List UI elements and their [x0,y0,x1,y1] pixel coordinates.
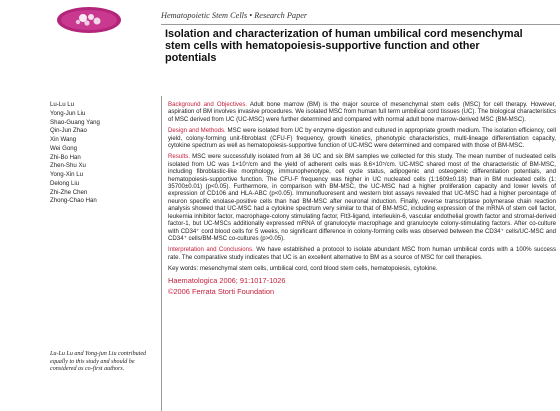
results-text: MSC were successfully isolated from all 36 UC and six BM samples we collected for this study. The mean number of nucleated cells isolated from UC was 1×10⁷/cm and the yield of adherent cells was 8.6×10⁵/cm. UC-MSC shared most of the characteristic of BM-MSC, including fibroblastic-like morphology, immunophenotype, cell cycle status, adipogenic and osteogenic differentiation potentials, and hematopoiesis-supportive function. The CFU-F frequency was higher in UC nucleated cells (1:1609±0.18) than in BM nucleated cells (1: 35700±0.01) (p<0.05). Furthermore, in comparison with BM-MSC, the UC-MSC had a higher proliferation capacity and lower levels of expression of CD106 and HLA-ABC (p<0.05). Immunofluoresent and western blot assays revealed that UC-MSC had a higher percentage of neuron specific enolase-positive cells than had BM-MSC after neuronal induction. Finally, reverse transcriptase polymerase chain reaction analysis showed that UC-MSC had a cytokine spectrum very similar to that of BM-MSC, including expression of the mRNA of stem cell factor, leukemia inhibitor factor, macrophage-colony stimulating factor, Flt3-ligand, interleukin-6, vascular endothelial growth factor and stromal-derived factor-1, but UC-MSCs additionally expressed mRNA of granulocyte macrophage and granulocyte colony-stimulating factors. After co-culture with CD34⁺ cord blood cells for 5 weeks, no significant difference in colony-forming cells was observed between the CD34⁺ cells/UC-MSC and CD34⁺ cells/BM-MSC co-cultures (p>0.05). [168,153,556,242]
interpretation-heading: Interpretation and Conclusions. [168,246,254,254]
author-name: Delong Liu [50,179,80,187]
author-name: Shao-Guang Yang [50,118,100,126]
abstract-interpretation [168,246,556,261]
title-rule [161,24,560,25]
citation-block [168,275,556,298]
author-name: Yong-Xin Lu [50,171,83,178]
journal-logo [56,6,122,34]
background-text: Adult bone marrow (BM) is the major source of mesenchymal stem cells (MSC) for cell therapy. However, aspiration of BM involves invasive procedures. We isolated MSC from human full term umbilical cord tissues (UC). The biological characteristics of MSC derived from UC (UC-MSC) were further determined and compared with normal adult bone marrow-derived MSC (BM-MSC). [168,101,557,123]
keywords: Key words: mesenchymal stem cells, umbilical cord, cord blood stem cells, hematopoiesis, cytokine. [168,265,438,273]
author-name: Zhi-Zhe Chen [50,188,88,196]
abstract-background [168,101,556,123]
results-heading: Results. [168,153,191,161]
author-name: Wei Gong [50,144,77,152]
author-name: Zhi-Bo Han [50,153,81,161]
abstract-methods [168,127,556,149]
author-name: Yong-Jun Liu [50,109,86,117]
co-first-author-footnote: Lu-Lu Lu and Yong-jun Liu contributed equally to this study and should be considered as co-first authors. [50,351,147,373]
author-name: Xin Wang [50,136,77,143]
interpretation-text: We have established a protocol to isolate abundant MSC from human umbilical cords with a 100% success rate. The comparative study indicates that UC is an excellent alternative to BM as a source of MSC for cell therapies. [168,246,556,261]
methods-heading: Design and Methods. [168,127,226,135]
journal-reference: Haematologica 2006; 91:1017-1026 [168,275,286,285]
author-name: Lu-Lu Lu [50,101,75,108]
author-name: Zhong-Chao Han [50,197,97,205]
background-heading: Background and Objectives. [168,101,248,108]
author-name: Zhen-Shu Xu [50,162,86,170]
author-list [50,101,155,206]
copyright-notice: ©2006 Ferrata Storti Foundation [168,287,275,297]
abstract-results [168,153,556,242]
author-name: Qin-Jun Zhao [50,127,87,135]
article-title: Isolation and characterization of human umbilical cord mesenchymal stem cells with hematopoiesis-supportive function and other potentials [165,28,523,65]
methods-text: MSC were isolated from UC by enzyme digestion and cultured in appropriate growth medium. The isolation efficiency, cell yield, colony-forming unit-fibroblast (CFU-F) frequency, growth kinetics, phenotypic characteristics, multi-lineage differentiation capacity, cytokine spectrum as well as hematopoiesis-supportive function of UC-MSC were determined and compared with those of BM-MSC. [168,127,556,150]
abstract [168,101,556,298]
journal-running-header: Hematopoietic Stem Cells • Research Paper [161,11,308,20]
